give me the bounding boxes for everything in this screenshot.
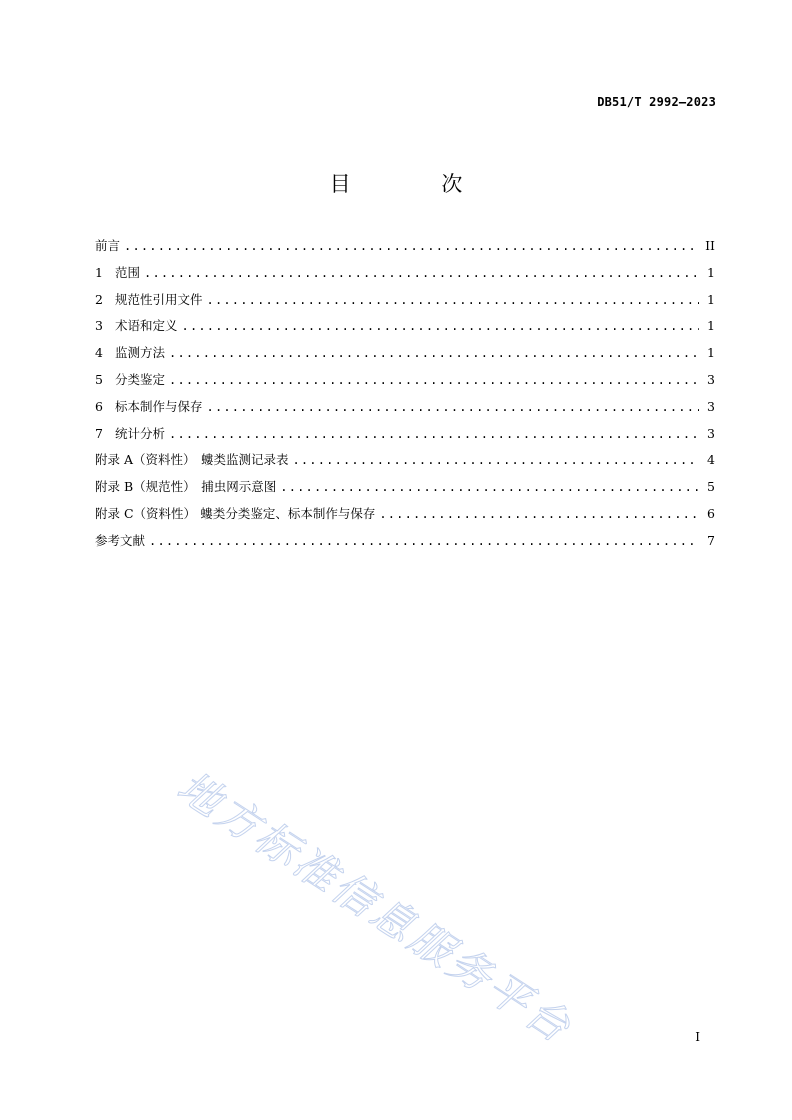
toc-entry-number: 2 — [95, 291, 103, 307]
toc-entry-page: II — [705, 238, 715, 253]
toc-entry-label: 术语和定义 — [115, 318, 178, 334]
toc-entry-scope[interactable] — [95, 263, 715, 290]
toc-entry-specimen-preparation[interactable] — [95, 397, 715, 424]
toc-dot-leader — [169, 427, 699, 441]
toc-entry-subtitle: 螻类分类鉴定、标本制作与保存 — [200, 505, 376, 521]
toc-entry-label: 参考文献 — [95, 532, 146, 548]
toc-entry-normative-references[interactable] — [95, 290, 715, 317]
toc-entry-statistical-analysis[interactable] — [95, 424, 715, 451]
toc-entry-number: 3 — [95, 318, 103, 334]
watermark: 地方标准信息服务平台 — [168, 761, 582, 1054]
toc-dot-leader — [182, 319, 699, 333]
document-code: DB51/T 2992—2023 — [597, 95, 716, 109]
toc-dot-leader — [124, 239, 699, 253]
toc-entry-number: 4 — [95, 345, 103, 361]
toc-entry-page: 3 — [707, 425, 715, 441]
toc-entry-page: 4 — [707, 452, 715, 468]
toc-entry-label: 附录 B（规范性） — [95, 479, 196, 495]
toc-entry-label: 分类鉴定 — [115, 371, 166, 387]
toc-entry-label: 范围 — [115, 264, 141, 280]
toc-entry-terms-definitions[interactable] — [95, 316, 715, 343]
page-number: I — [695, 1030, 700, 1044]
toc-entry-page: 3 — [707, 398, 715, 414]
toc-dot-leader — [379, 507, 699, 521]
toc-entry-label: 监测方法 — [115, 345, 166, 361]
toc-entry-number: 1 — [95, 264, 103, 280]
toc-entry-label: 统计分析 — [115, 425, 166, 441]
toc-entry-bibliography[interactable] — [95, 531, 715, 558]
toc-entry-appendix-b[interactable] — [95, 477, 715, 504]
toc-entry-label: 前言 — [95, 238, 121, 253]
toc-entry-classification[interactable] — [95, 370, 715, 397]
table-of-contents — [95, 236, 715, 558]
toc-entry-monitoring-methods[interactable] — [95, 343, 715, 370]
toc-dot-leader — [149, 534, 699, 548]
toc-entry-page: 7 — [707, 532, 715, 548]
toc-entry-number: 6 — [95, 398, 103, 414]
toc-dot-leader — [144, 266, 699, 280]
toc-entry-subtitle: 螻类监测记录表 — [200, 452, 289, 468]
toc-entry-page: 1 — [707, 345, 715, 361]
toc-entry-number: 7 — [95, 425, 103, 441]
toc-dot-leader — [207, 400, 699, 414]
toc-entry-subtitle: 捕虫网示意图 — [201, 479, 277, 495]
toc-entry-label: 附录 A（资料性） — [95, 452, 196, 468]
toc-dot-leader — [280, 480, 699, 494]
toc-dot-leader — [292, 453, 699, 467]
toc-entry-foreword[interactable] — [95, 236, 715, 263]
toc-dot-leader — [169, 346, 699, 360]
toc-entry-page: 5 — [707, 479, 715, 495]
toc-entry-appendix-a[interactable] — [95, 450, 715, 477]
toc-entry-page: 1 — [707, 318, 715, 334]
toc-dot-leader — [169, 373, 699, 387]
toc-entry-page: 3 — [707, 371, 715, 387]
toc-entry-page: 1 — [707, 264, 715, 280]
toc-title: 目 次 — [329, 172, 505, 196]
toc-entry-label: 规范性引用文件 — [115, 291, 203, 307]
toc-entry-number: 5 — [95, 371, 103, 387]
toc-entry-label: 附录 C（资料性） — [95, 505, 197, 521]
toc-entry-label: 标本制作与保存 — [115, 398, 203, 414]
toc-entry-page: 1 — [707, 291, 715, 307]
toc-entry-page: 6 — [707, 505, 715, 521]
toc-dot-leader — [207, 293, 699, 307]
toc-entry-appendix-c[interactable] — [95, 504, 715, 531]
